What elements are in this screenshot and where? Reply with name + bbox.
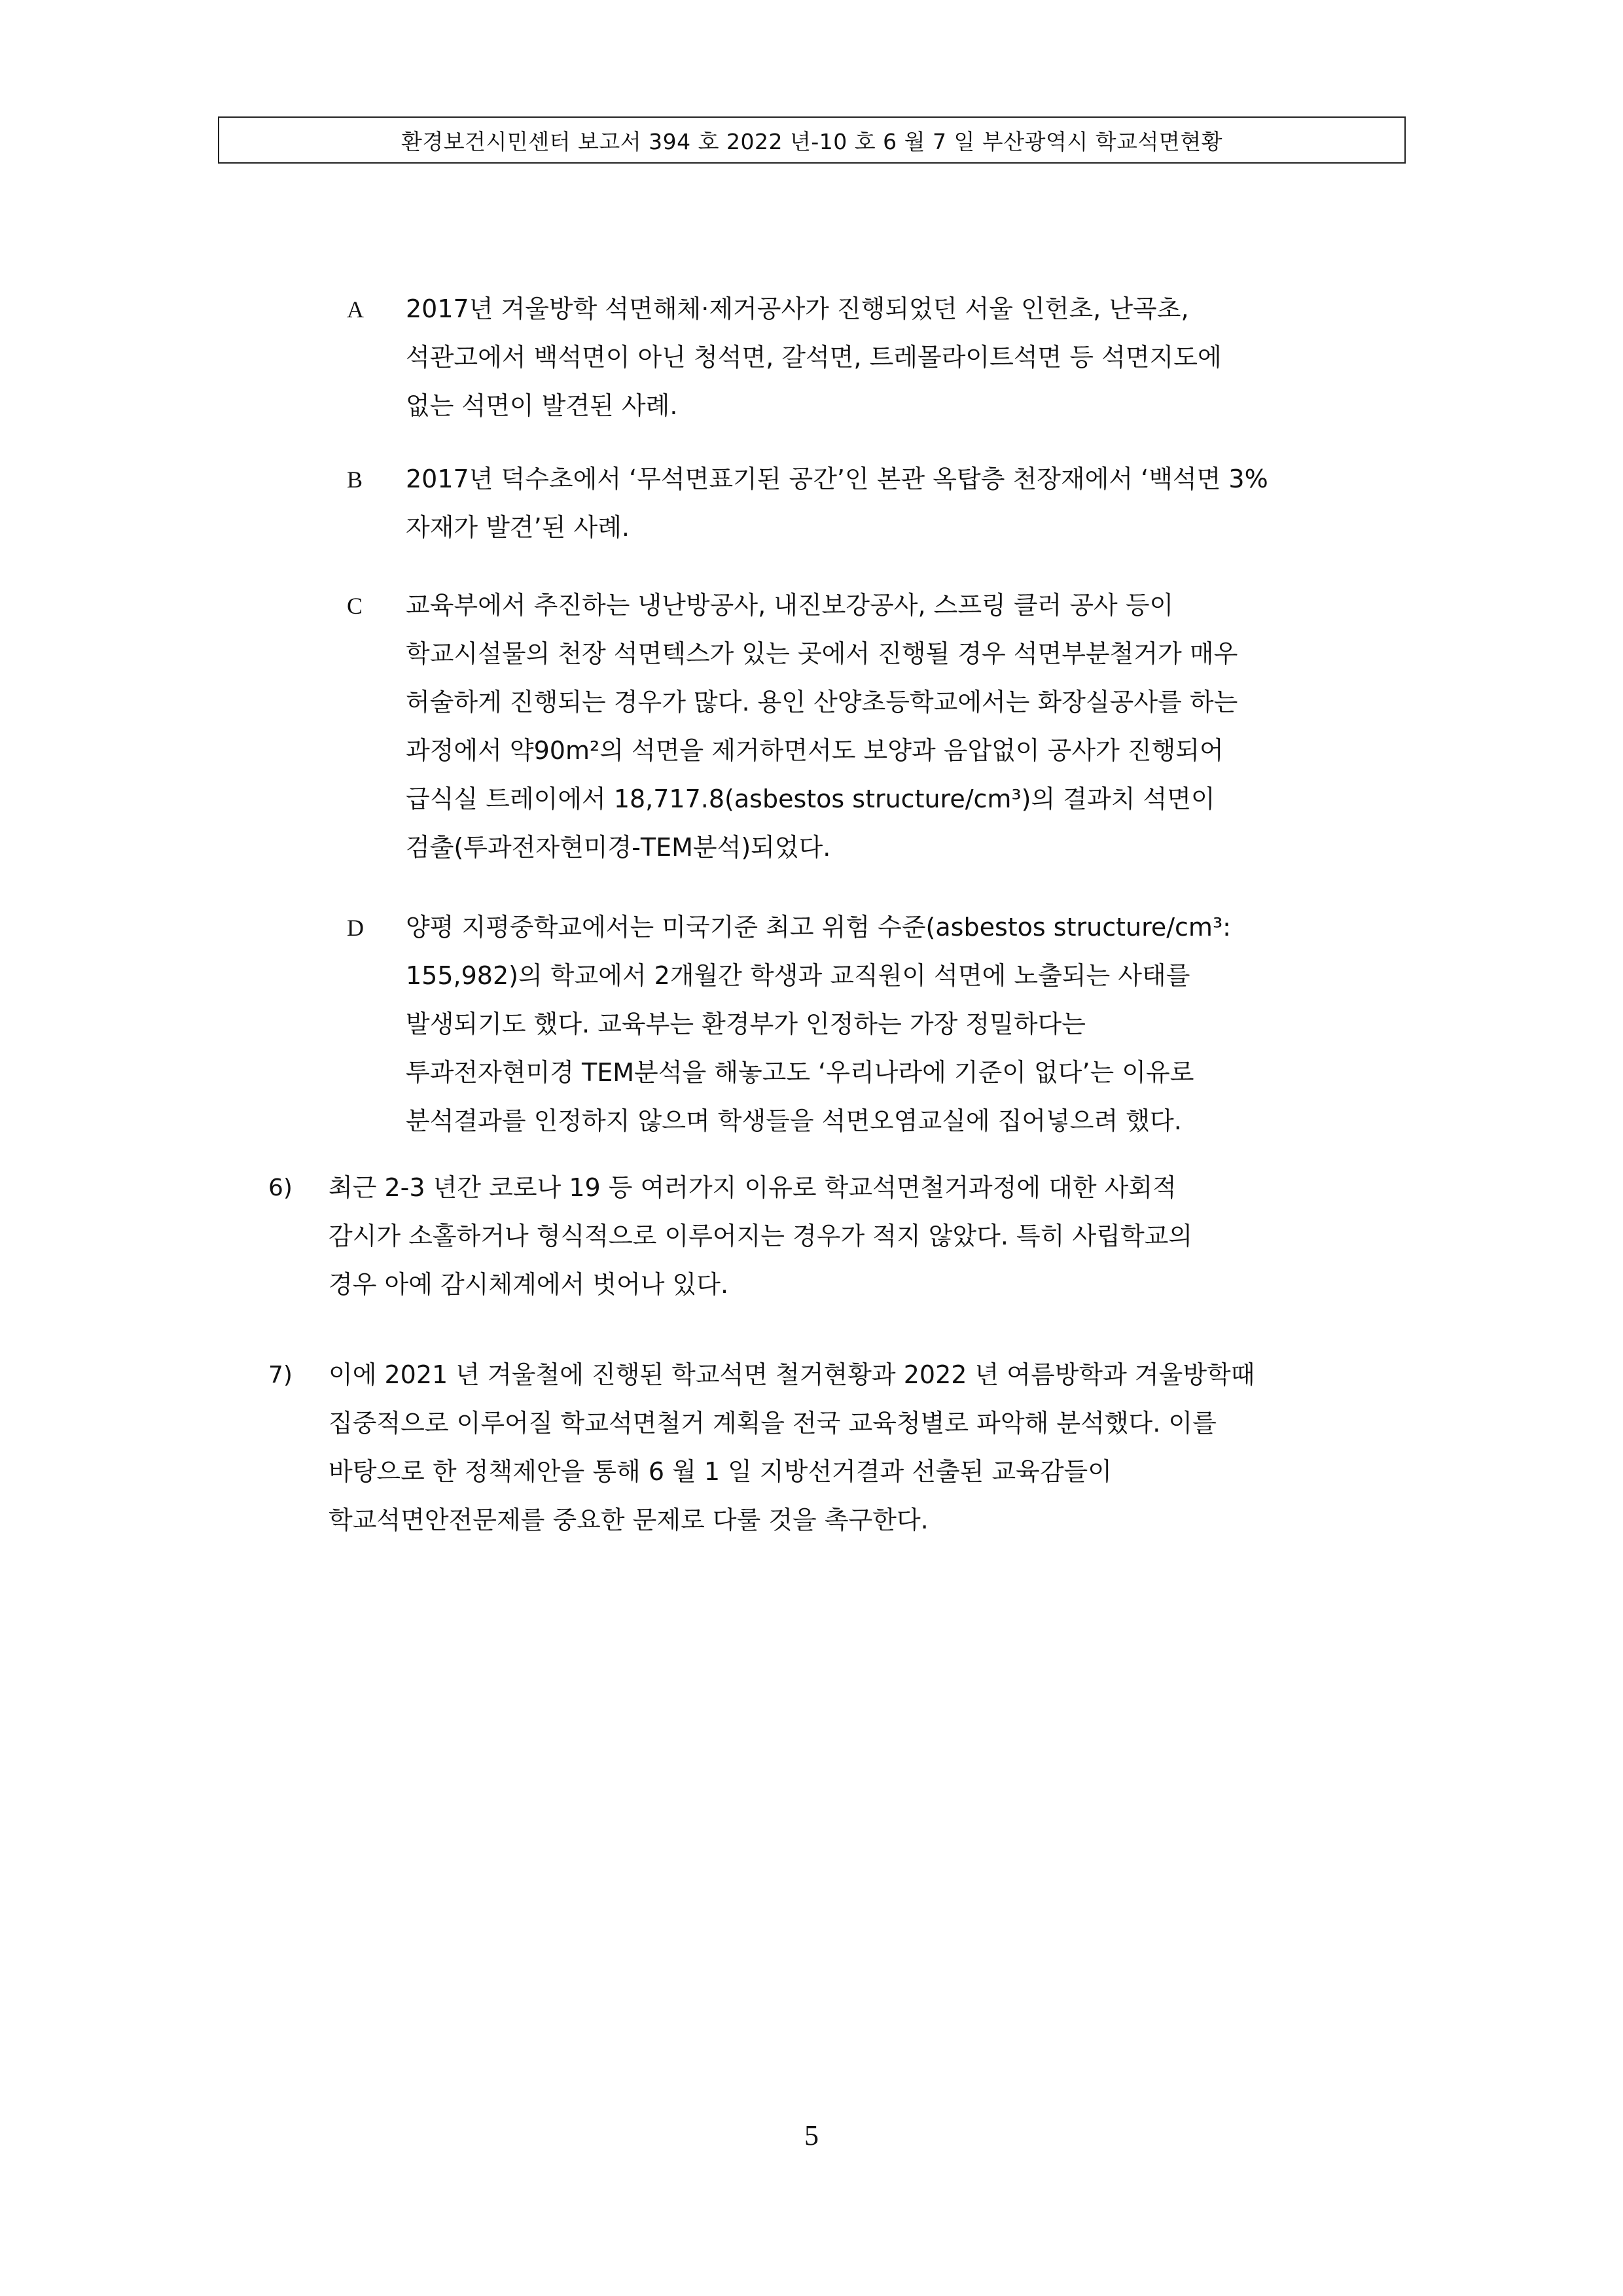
paragraph-line: 검출(투과전자현미경-TEM분석)되었다. xyxy=(406,833,831,862)
paragraph-line: 집중적으로 이루어질 학교석면철거 계획을 전국 교육청별로 파악해 분석했다. 이를 xyxy=(329,1409,1217,1438)
list-item-number: 6) xyxy=(268,1174,293,1201)
paragraph-line: 급식실 트레이에서 18,717.8(asbestos structure/cm³)의 결과치 석면이 xyxy=(406,785,1215,813)
paragraph-line: 과정에서 약90m²의 석면을 제거하면서도 보양과 음압없이 공사가 진행되어 xyxy=(406,736,1224,765)
subitem-marker: D xyxy=(347,915,364,941)
subitem-marker: C xyxy=(347,593,363,619)
paragraph-line: 없는 석면이 발견된 사례. xyxy=(406,391,678,420)
paragraph-line: 2017년 덕수초에서 ‘무석면표기된 공간’인 본관 옥탑층 천장재에서 ‘백석면 3% xyxy=(406,465,1268,493)
paragraph-line: 2017년 겨울방학 석면해체·제거공사가 진행되었던 서울 인헌초, 난곡초, xyxy=(406,294,1189,323)
list-item-number: 7) xyxy=(268,1362,293,1388)
paragraph-line: 최근 2-3 년간 코로나 19 등 여러가지 이유로 학교석면철거과정에 대한 사회적 xyxy=(329,1173,1177,1202)
subitem-marker: B xyxy=(347,467,363,493)
paragraph-line: 교육부에서 추진하는 냉난방공사, 내진보강공사, 스프링 클러 공사 등이 xyxy=(406,591,1174,620)
page-number: 5 xyxy=(804,2119,819,2151)
paragraph-line: 학교시설물의 천장 석면텍스가 있는 곳에서 진행될 경우 석면부분철거가 매우 xyxy=(406,639,1238,668)
report-header xyxy=(218,116,1406,164)
report-header-text: 환경보건시민센터 보고서 394 호 2022 년-10 호 6 월 7 일 부산광역시 학교석면현황 xyxy=(401,128,1222,154)
paragraph-line: 발생되기도 했다. 교육부는 환경부가 인정하는 가장 정밀하다는 xyxy=(406,1010,1086,1038)
paragraph-line: 바탕으로 한 정책제안을 통해 6 월 1 일 지방선거결과 선출된 교육감들이 xyxy=(329,1457,1112,1486)
paragraph-line: 허술하게 진행되는 경우가 많다. 용인 산양초등학교에서는 화장실공사를 하는 xyxy=(406,688,1238,716)
paragraph-line: 경우 아예 감시체계에서 벗어나 있다. xyxy=(329,1270,729,1299)
paragraph-line: 자재가 발견’된 사례. xyxy=(406,513,630,542)
paragraph-line: 이에 2021 년 겨울철에 진행된 학교석면 철거현황과 2022 년 여름방학과 겨울방학때 xyxy=(329,1360,1255,1389)
paragraph-line: 석관고에서 백석면이 아닌 청석면, 갈석면, 트레몰라이트석면 등 석면지도에 xyxy=(406,343,1222,372)
paragraph-line: 투과전자현미경 TEM분석을 해놓고도 ‘우리나라에 기준이 없다’는 이유로 xyxy=(406,1058,1194,1087)
paragraph-line: 학교석면안전문제를 중요한 문제로 다룰 것을 촉구한다. xyxy=(329,1506,929,1534)
paragraph-line: 감시가 소홀하거나 형식적으로 이루어지는 경우가 적지 않았다. 특히 사립학교의 xyxy=(329,1222,1193,1250)
paragraph-line: 155,982)의 학교에서 2개월간 학생과 교직원이 석면에 노출되는 사태를 xyxy=(406,961,1190,990)
subitem-marker: A xyxy=(347,296,364,323)
paragraph-line: 양평 지평중학교에서는 미국기준 최고 위험 수준(asbestos structure/cm³: xyxy=(406,913,1231,942)
paragraph-line: 분석결과를 인정하지 않으며 학생들을 석면오염교실에 집어넣으려 했다. xyxy=(406,1106,1182,1135)
